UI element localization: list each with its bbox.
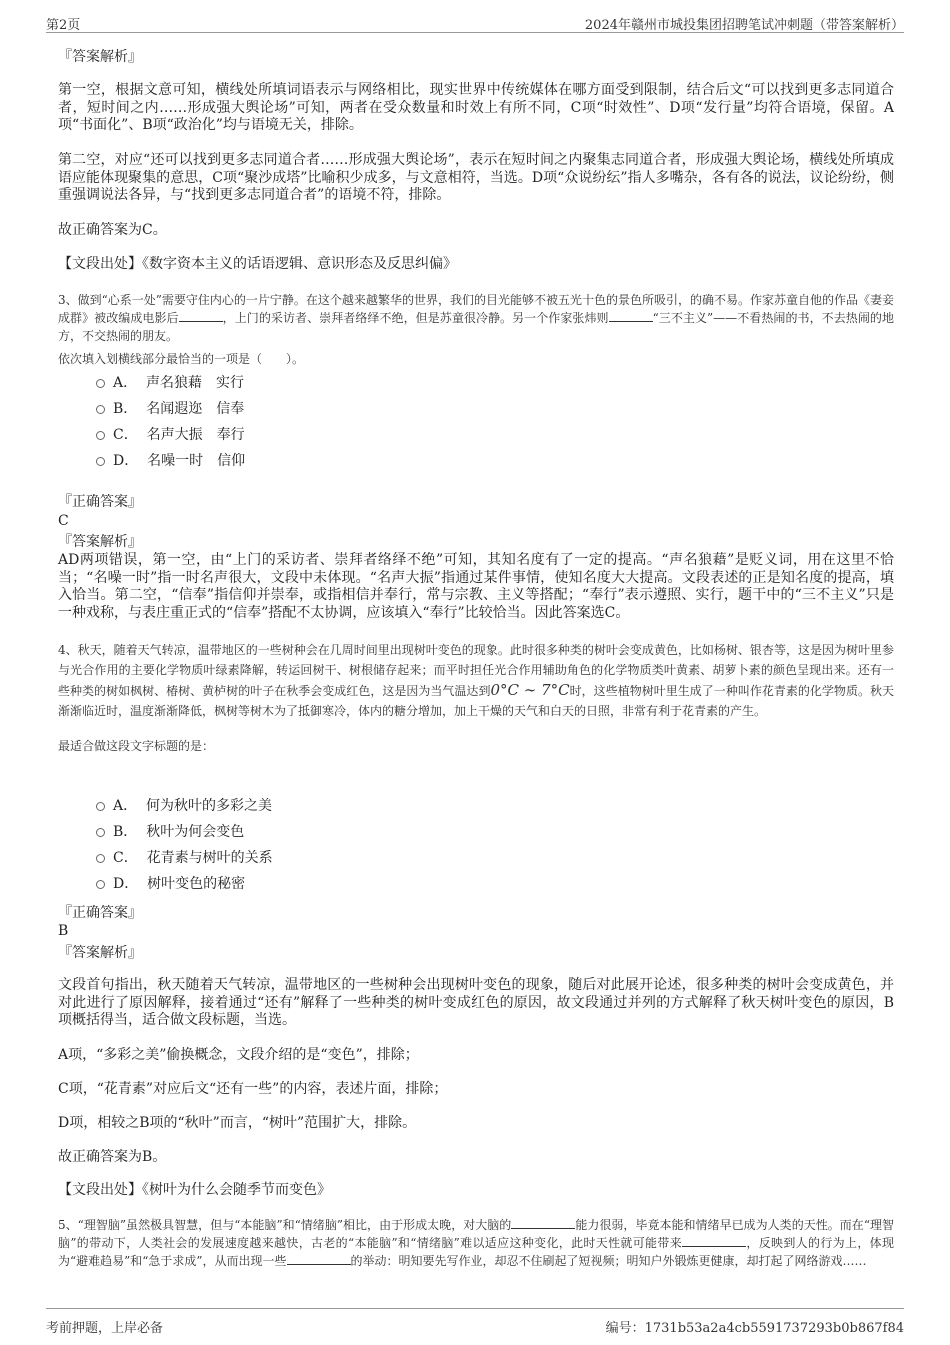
q3-stem: 3、做到“心系一处”需要守住内心的一片宁静。在这个越来越繁华的世界，我们的目光能够不被五光十色的景色所吸引，的确不易。作家苏童自他的作品《妻妾成群》被改编成电影后 ，上门的采访者、崇拜者络绎不绝，但是苏童很冷静。另一个作家张炜则 “三不主义”——不看热闹的书，不去热闹的地方，不交热闹的朋友。 xyxy=(58,293,894,343)
q3-answer-label: 『正确答案』 xyxy=(58,494,142,510)
temperature-range: 0°C ∼ 7°C xyxy=(490,681,570,699)
radio-icon[interactable] xyxy=(96,405,105,414)
blank-1 xyxy=(511,1216,575,1229)
q2-analysis-label: 『答案解析』 xyxy=(58,49,142,65)
blank-3 xyxy=(287,1252,351,1265)
q4-analysis-label: 『答案解析』 xyxy=(58,945,142,961)
document-id: 编号：1731b53a2a4cb5591737293b0b867f84 xyxy=(605,1321,904,1336)
page-footer xyxy=(46,1308,904,1337)
q3-prompt: 依次填入划横线部分最恰当的一项是（ ）。 xyxy=(58,352,305,366)
q5-stem: 5、“理智脑”虽然极具智慧，但与“本能脑”和“情绪脑”相比，由于形成太晚，对大脑的 能力很弱，毕竟本能和情绪早已成为人类的天性。而在“理智脑”的带动下，人类社会的发展速度越来越快，古老的“本能脑”和“情绪脑”难以适应这种变化，此时天性就可能带来 ，反映到人的行为上，体现为“避难趋易”和“急于求成”，从而出现一些 的举动：明知要先写作业，却忍不住刷起了短视频；明知户外锻炼更健康，却打起了网络游戏…… xyxy=(58,1218,894,1268)
q3-option-b[interactable]: B． 名闻遐迩 信奉 xyxy=(96,399,244,419)
document-title: 2024年赣州市城投集团招聘笔试冲刺题（带答案解析） xyxy=(584,18,904,33)
radio-icon[interactable] xyxy=(96,854,105,863)
q4-option-a[interactable]: A． 何为秋叶的多彩之美 xyxy=(96,796,272,816)
q4-note-d: D项，相较之B项的“秋叶”而言，“树叶”范围扩大，排除。 xyxy=(58,1115,417,1131)
q4-conclusion: 故正确答案为B。 xyxy=(58,1149,167,1165)
q2-conclusion: 故正确答案为C。 xyxy=(58,222,167,238)
q2-analysis-p1: 第一空，根据文意可知，横线处所填词语表示与网络相比，现实世界中传统媒体在哪方面受到限制，结合后文“可以找到更多志同道合者，短时间之内……形成强大舆论场”可知，两者在受众数量和时效上有所不同，C项“时效性”、D项“发行量”均符合语境，保留。A项“书面化”、B项“政治化”均与语境无关，排除。 xyxy=(58,82,894,133)
q2-analysis-p2: 第二空，对应“还可以找到更多志同道合者……形成强大舆论场”，表示在短时间之内聚集志同道合者，形成强大舆论场，横线处所填成语应能体现聚集的意思，C项“聚沙成塔”比喻积少成多，与文意相符，当选。D项“众说纷纭”指人多嘴杂，各有各的说法，议论纷纷，侧重强调说法各异，与“找到更多志同道合者”的语境不符，排除。 xyxy=(58,152,894,203)
q4-analysis: 文段首句指出，秋天随着天气转凉，温带地区的一些树种会出现树叶变色的现象，随后对此展开论述，很多种类的树叶会变成黄色，并对此进行了原因解释，接着通过“还有”解释了一些种类的树叶变成红色的原因，故文段通过并列的方式解释了秋天树叶变色的原因，B项概括得当，适合做文段标题，当选。 xyxy=(58,977,894,1028)
q3-option-c[interactable]: C． 名声大振 奉行 xyxy=(96,425,245,445)
page-header xyxy=(46,10,904,33)
page-number: 第2页 xyxy=(46,18,81,33)
q3-option-a[interactable]: A． 声名狼藉 实行 xyxy=(96,373,244,393)
blank-2 xyxy=(682,1234,746,1247)
q3-answer: C xyxy=(58,513,69,529)
q4-source: 【文段出处】《树叶为什么会随季节而变色》 xyxy=(58,1182,331,1198)
q4-option-b[interactable]: B． 秋叶为何会变色 xyxy=(96,822,244,842)
footer-slogan: 考前押题，上岸必备 xyxy=(46,1321,164,1336)
radio-icon[interactable] xyxy=(96,457,105,466)
q4-answer-label: 『正确答案』 xyxy=(58,905,142,921)
q2-source: 【文段出处】《数字资本主义的话语逻辑、意识形态及反思纠偏》 xyxy=(58,256,457,272)
q4-stem: 4、秋天，随着天气转凉，温带地区的一些树种会在几周时间里出现树叶变色的现象。此时很多种类的树叶会变成黄色，比如杨树、银杏等，这是因为树叶里参与光合作用的主要化学物质叶绿素降解，转运回树干、树根储存起来；而平时担任光合作用辅助角色的化学物质类叶黄素、胡萝卜素的颜色呈现出来。还有一些种类的树如枫树、椿树、黄栌树的叶子在秋季会变成红色，这是因为当气温达到0°C ∼ 7°C时，这些植物树叶里生成了一种叫作花青素的化学物质。秋天渐渐临近时，温度渐渐降低，枫树等树木为了抵御寒冷，体内的糖分增加，加上干燥的天气和白天的日照，非常有利于花青素的产生。 xyxy=(58,643,894,718)
radio-icon[interactable] xyxy=(96,802,105,811)
radio-icon[interactable] xyxy=(96,431,105,440)
radio-icon[interactable] xyxy=(96,379,105,388)
q3-option-d[interactable]: D． 名噪一时 信仰 xyxy=(96,451,245,471)
q3-analysis: AD两项错误，第一空，由“上门的采访者、崇拜者络绎不绝”可知，其知名度有了一定的提高。“声名狼藉”是贬义词，用在这里不恰当；“名噪一时”指一时名声很大，文段中未体现。“名声大振”指通过某件事情，使知名度大大提高。文段表述的正是知名度的提高，填入恰当。第二空，“信奉”指信仰并崇奉，或指相信并奉行，常与宗教、主义等搭配；“奉行”表示遵照、实行，题干中的“三不主义”只是一种戏称，与表庄重正式的“信奉”搭配不太协调，应该填入“奉行”比较恰当。因此答案选C。 xyxy=(58,552,894,621)
q4-option-c[interactable]: C． 花青素与树叶的关系 xyxy=(96,848,273,868)
q4-note-c: C项，“花青素”对应后文“还有一些”的内容，表述片面，排除； xyxy=(58,1081,448,1097)
blank-1 xyxy=(179,309,223,322)
q4-note-a: A项，“多彩之美”偷换概念，文段介绍的是“变色”，排除； xyxy=(58,1047,419,1063)
q3-analysis-label: 『答案解析』 xyxy=(58,534,142,550)
blank-2 xyxy=(609,309,653,322)
q4-answer: B xyxy=(58,923,69,939)
q4-option-d[interactable]: D． 树叶变色的秘密 xyxy=(96,874,245,894)
radio-icon[interactable] xyxy=(96,880,105,889)
radio-icon[interactable] xyxy=(96,828,105,837)
q4-prompt: 最适合做这段文字标题的是： xyxy=(58,739,215,753)
